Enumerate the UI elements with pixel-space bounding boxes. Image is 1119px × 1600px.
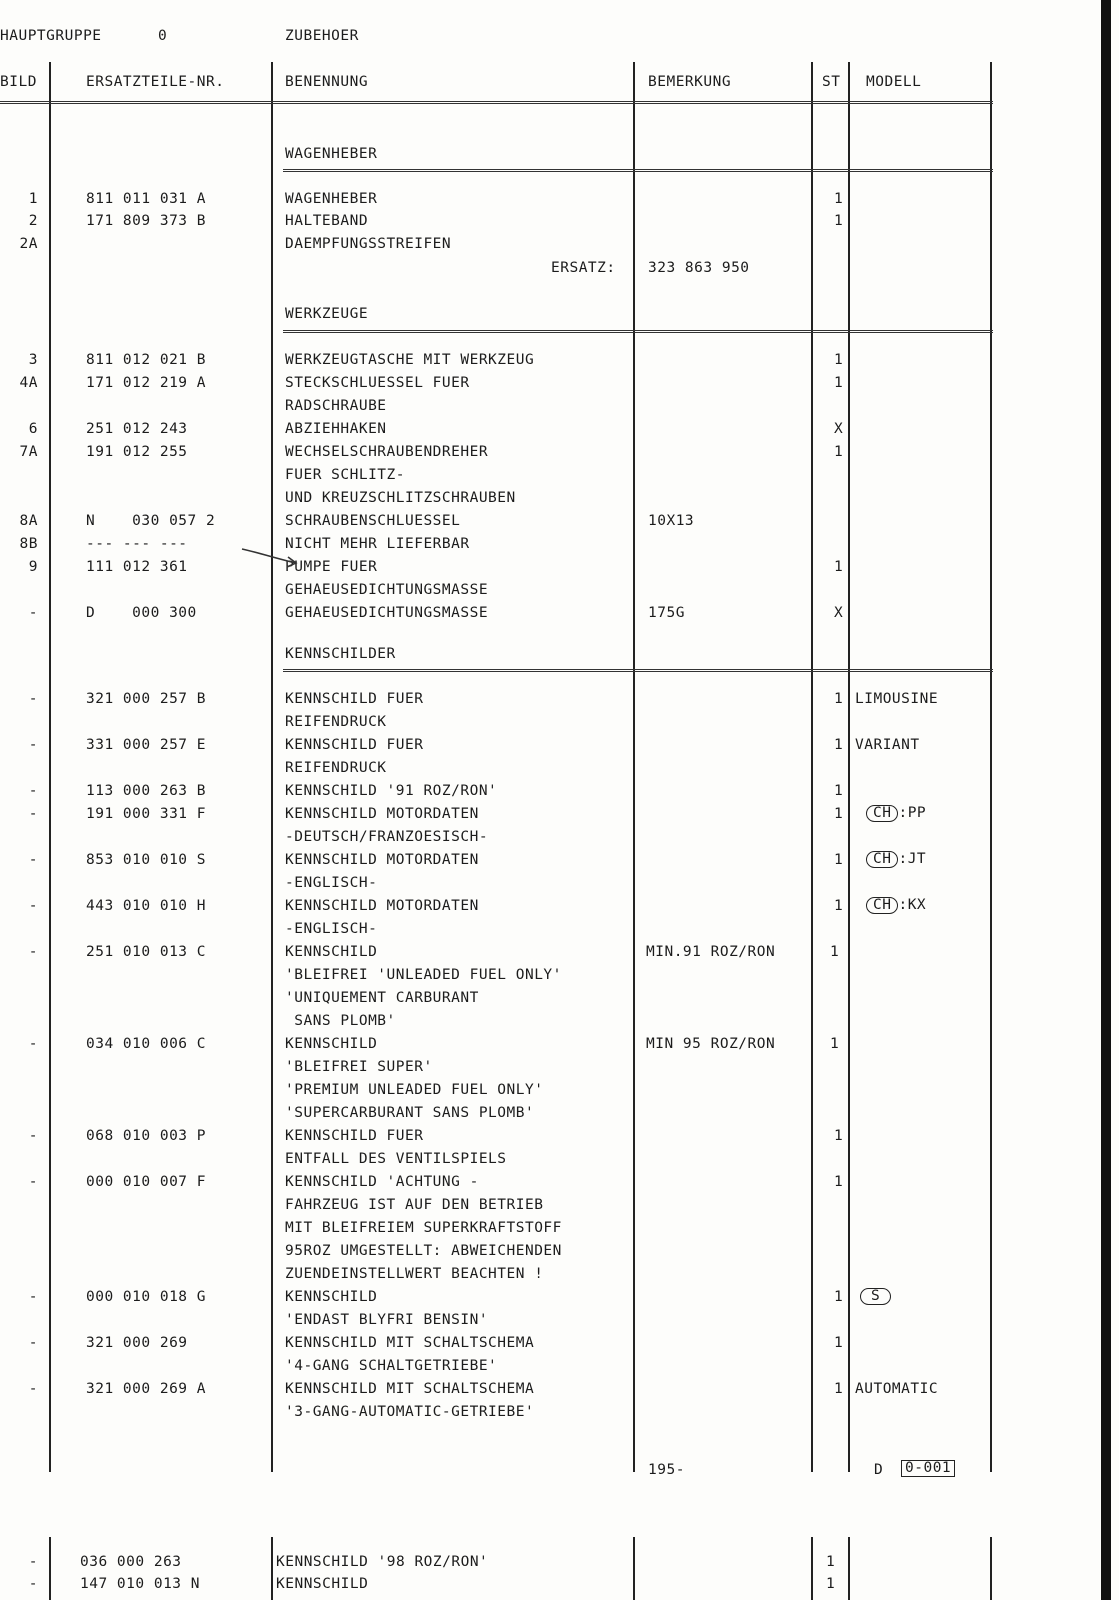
ersatz-label: ERSATZ:: [551, 260, 616, 276]
part-name: WERKZEUGTASCHE MIT WERKZEUG: [285, 352, 535, 368]
st-cell: 1: [834, 352, 844, 368]
part-name: KENNSCHILD FUER: [285, 737, 424, 753]
part-name: MIT BLEIFREIEM SUPERKRAFTSTOFF: [285, 1220, 562, 1236]
part-name: KENNSCHILD FUER: [285, 1128, 424, 1144]
part-number: 000 010 007 F: [86, 1174, 206, 1190]
part-name: -DEUTSCH/FRANZOESISCH-: [285, 829, 489, 845]
bild-cell: 4A: [19, 375, 38, 391]
part-number: 321 000 257 B: [86, 691, 206, 707]
part-name: KENNSCHILD MOTORDATEN: [285, 898, 479, 914]
part-number: 171 809 373 B: [86, 213, 206, 229]
st-cell: 1: [834, 1335, 844, 1351]
bild-cell: -: [28, 1335, 38, 1351]
bild-cell: -: [28, 1128, 38, 1144]
part-number: 191 000 331 F: [86, 806, 206, 822]
part-number: N 030 057 2: [86, 513, 216, 529]
st-cell: 1: [834, 1174, 844, 1190]
bemerkung-cell: 10X13: [648, 513, 695, 529]
part-name: REIFENDRUCK: [285, 760, 387, 776]
part-number: 068 010 003 P: [86, 1128, 206, 1144]
column-rule: [848, 62, 850, 1472]
part-name: 'BLEIFREI SUPER': [285, 1059, 433, 1075]
st-cell: 1: [834, 852, 844, 868]
st-cell: 1: [834, 444, 844, 460]
st-cell: 1: [826, 1576, 836, 1592]
part-name: FUER SCHLITZ-: [285, 467, 405, 483]
part-name: 'UNIQUEMENT CARBURANT: [285, 990, 479, 1006]
part-number: 034 010 006 C: [86, 1036, 206, 1052]
bemerkung-cell: MIN 95 ROZ/RON: [646, 1036, 776, 1052]
column-rule: [990, 1537, 992, 1600]
part-name: 'ENDAST BLYFRI BENSIN': [285, 1312, 489, 1328]
section-double-rule: [283, 330, 993, 333]
part-name: KENNSCHILD MOTORDATEN: [285, 806, 479, 822]
part-name: NICHT MEHR LIEFERBAR: [285, 536, 470, 552]
bild-cell: -: [28, 1174, 38, 1190]
st-cell: 1: [834, 559, 844, 575]
part-name: ENTFALL DES VENTILSPIELS: [285, 1151, 507, 1167]
hauptgruppe-number: 0: [158, 28, 168, 44]
part-number: 111 012 361: [86, 559, 188, 575]
section-double-rule: [283, 169, 993, 172]
col-st-header: ST: [822, 74, 841, 90]
st-cell: 1: [830, 1036, 840, 1052]
part-number: 147 010 013 N: [80, 1576, 200, 1592]
st-cell: 1: [834, 783, 844, 799]
part-name: KENNSCHILD: [285, 1036, 378, 1052]
hand-drawn-pointer-mark: [240, 545, 300, 575]
st-cell: 1: [834, 806, 844, 822]
part-name: -ENGLISCH-: [285, 875, 378, 891]
part-name: RADSCHRAUBE: [285, 398, 387, 414]
st-cell: 1: [834, 691, 844, 707]
col-name-header: BENENNUNG: [285, 74, 369, 90]
part-name: KENNSCHILD: [276, 1576, 369, 1592]
part-number: 321 000 269 A: [86, 1381, 206, 1397]
bemerkung-cell: 175G: [648, 605, 685, 621]
column-rule: [990, 62, 992, 1472]
st-cell: 1: [834, 375, 844, 391]
section-heading: WAGENHEBER: [285, 146, 378, 162]
part-name: KENNSCHILD '91 ROZ/RON': [285, 783, 498, 799]
bild-cell: -: [28, 1036, 38, 1052]
part-name: 'SUPERCARBURANT SANS PLOMB': [285, 1105, 535, 1121]
part-name: '4-GANG SCHALTGETRIEBE': [285, 1358, 498, 1374]
bild-cell: -: [28, 783, 38, 799]
part-name: SANS PLOMB': [285, 1013, 396, 1029]
modell-cell: AUTOMATIC: [855, 1381, 939, 1397]
part-name: KENNSCHILD '98 ROZ/RON': [276, 1554, 489, 1570]
part-name: KENNSCHILD MIT SCHALTSCHEMA: [285, 1335, 535, 1351]
st-cell: 1: [834, 1381, 844, 1397]
bild-cell: -: [28, 1381, 38, 1397]
part-name: KENNSCHILD: [285, 944, 378, 960]
part-name: WAGENHEBER: [285, 191, 378, 207]
part-name: 'BLEIFREI 'UNLEADED FUEL ONLY': [285, 967, 562, 983]
part-name: DAEMPFUNGSSTREIFEN: [285, 236, 452, 252]
country-code-ch: [866, 897, 926, 914]
part-name: '3-GANG-AUTOMATIC-GETRIEBE': [285, 1404, 535, 1420]
column-rule: [633, 1537, 635, 1600]
bild-cell: -: [28, 944, 38, 960]
country-badge: CH: [866, 805, 898, 822]
header-double-rule: [0, 101, 993, 104]
st-cell: 1: [834, 1128, 844, 1144]
bild-cell: -: [28, 1576, 38, 1592]
bild-cell: -: [28, 852, 38, 868]
part-number: 191 012 255: [86, 444, 188, 460]
section-heading: KENNSCHILDER: [285, 646, 396, 662]
st-cell: X: [834, 421, 844, 437]
column-rule: [848, 1537, 850, 1600]
part-number: 853 010 010 S: [86, 852, 206, 868]
country-badge: CH: [866, 851, 898, 868]
part-name: WECHSELSCHRAUBENDREHER: [285, 444, 489, 460]
modell-code: :KX: [898, 897, 927, 913]
hauptgruppe-label: HAUPTGRUPPE: [0, 28, 102, 44]
part-number: 331 000 257 E: [86, 737, 206, 753]
part-number: 251 010 013 C: [86, 944, 206, 960]
bild-cell: 6: [28, 421, 38, 437]
part-number: --- --- ---: [86, 536, 188, 552]
part-number: 036 000 263: [80, 1554, 182, 1570]
section-heading: WERKZEUGE: [285, 306, 369, 322]
bild-cell: -: [28, 806, 38, 822]
bild-cell: 7A: [19, 444, 38, 460]
part-number: D 000 300: [86, 605, 197, 621]
part-name: KENNSCHILD 'ACHTUNG -: [285, 1174, 479, 1190]
page-number: 195-: [648, 1462, 685, 1478]
column-rule: [271, 62, 273, 1472]
modell-cell: LIMOUSINE: [855, 691, 939, 707]
bild-cell: 3: [28, 352, 38, 368]
bild-cell: 9: [28, 559, 38, 575]
part-name: 95ROZ UMGESTELLT: ABWEICHENDEN: [285, 1243, 562, 1259]
part-name: GEHAEUSEDICHTUNGSMASSE: [285, 605, 489, 621]
bild-cell: -: [28, 1289, 38, 1305]
bemerkung-cell: MIN.91 ROZ/RON: [646, 944, 776, 960]
page-code-box: 0-001: [901, 1460, 955, 1477]
col-nr-header: ERSATZTEILE-NR.: [86, 74, 225, 90]
part-name: ABZIEHHAKEN: [285, 421, 387, 437]
part-number: 000 010 018 G: [86, 1289, 206, 1305]
part-name: UND KREUZSCHLITZSCHRAUBEN: [285, 490, 516, 506]
st-cell: 1: [830, 944, 840, 960]
st-cell: 1: [826, 1554, 836, 1570]
part-name: FAHRZEUG IST AUF DEN BETRIEB: [285, 1197, 544, 1213]
page-code: [901, 1460, 955, 1477]
st-cell: 1: [834, 191, 844, 207]
part-name: STECKSCHLUESSEL FUER: [285, 375, 470, 391]
modell-code: :PP: [898, 805, 927, 821]
part-name: KENNSCHILD: [285, 1289, 378, 1305]
part-number: 171 012 219 A: [86, 375, 206, 391]
bild-cell: -: [28, 898, 38, 914]
st-cell: 1: [834, 213, 844, 229]
country-code-s: [860, 1288, 891, 1305]
country-badge: CH: [866, 897, 898, 914]
bild-cell: 2: [28, 213, 38, 229]
col-bild-header: BILD: [0, 74, 37, 90]
ersatz-value: 323 863 950: [648, 260, 750, 276]
bild-cell: 2A: [19, 236, 38, 252]
bild-cell: 1: [28, 191, 38, 207]
column-rule: [811, 1537, 813, 1600]
col-modell-header: MODELL: [866, 74, 922, 90]
modell-code: :JT: [898, 851, 927, 867]
bild-cell: -: [28, 1554, 38, 1570]
modell-cell: VARIANT: [855, 737, 920, 753]
part-name: -ENGLISCH-: [285, 921, 378, 937]
bild-cell: 8B: [19, 536, 38, 552]
country-code-ch: [866, 851, 926, 868]
column-rule: [633, 62, 635, 1472]
part-number: 443 010 010 H: [86, 898, 206, 914]
part-number: 251 012 243: [86, 421, 188, 437]
bild-cell: -: [28, 605, 38, 621]
col-bemerkung-header: BEMERKUNG: [648, 74, 732, 90]
st-cell: 1: [834, 1289, 844, 1305]
language-code: D: [874, 1462, 884, 1478]
part-number: 811 011 031 A: [86, 191, 206, 207]
bild-cell: 8A: [19, 513, 38, 529]
part-name: 'PREMIUM UNLEADED FUEL ONLY': [285, 1082, 544, 1098]
country-badge: S: [860, 1288, 891, 1305]
part-name: HALTEBAND: [285, 213, 369, 229]
scan-edge-border: [1101, 0, 1111, 1600]
part-name: REIFENDRUCK: [285, 714, 387, 730]
bild-cell: -: [28, 737, 38, 753]
column-rule: [49, 62, 51, 1472]
section-title: ZUBEHOER: [285, 28, 359, 44]
part-number: 811 012 021 B: [86, 352, 206, 368]
part-name: KENNSCHILD MOTORDATEN: [285, 852, 479, 868]
column-rule: [271, 1537, 273, 1600]
st-cell: X: [834, 605, 844, 621]
bild-cell: -: [28, 691, 38, 707]
country-code-ch: [866, 805, 926, 822]
column-rule: [49, 1537, 51, 1600]
part-name: KENNSCHILD MIT SCHALTSCHEMA: [285, 1381, 535, 1397]
part-number: 321 000 269: [86, 1335, 188, 1351]
column-rule: [811, 62, 813, 1472]
st-cell: 1: [834, 737, 844, 753]
part-name: ZUENDEINSTELLWERT BEACHTEN !: [285, 1266, 544, 1282]
st-cell: 1: [834, 898, 844, 914]
part-name: KENNSCHILD FUER: [285, 691, 424, 707]
part-name: PUMPE FUER: [285, 559, 378, 575]
part-name: GEHAEUSEDICHTUNGSMASSE: [285, 582, 489, 598]
part-name: SCHRAUBENSCHLUESSEL: [285, 513, 461, 529]
section-double-rule: [283, 669, 993, 672]
part-number: 113 000 263 B: [86, 783, 206, 799]
